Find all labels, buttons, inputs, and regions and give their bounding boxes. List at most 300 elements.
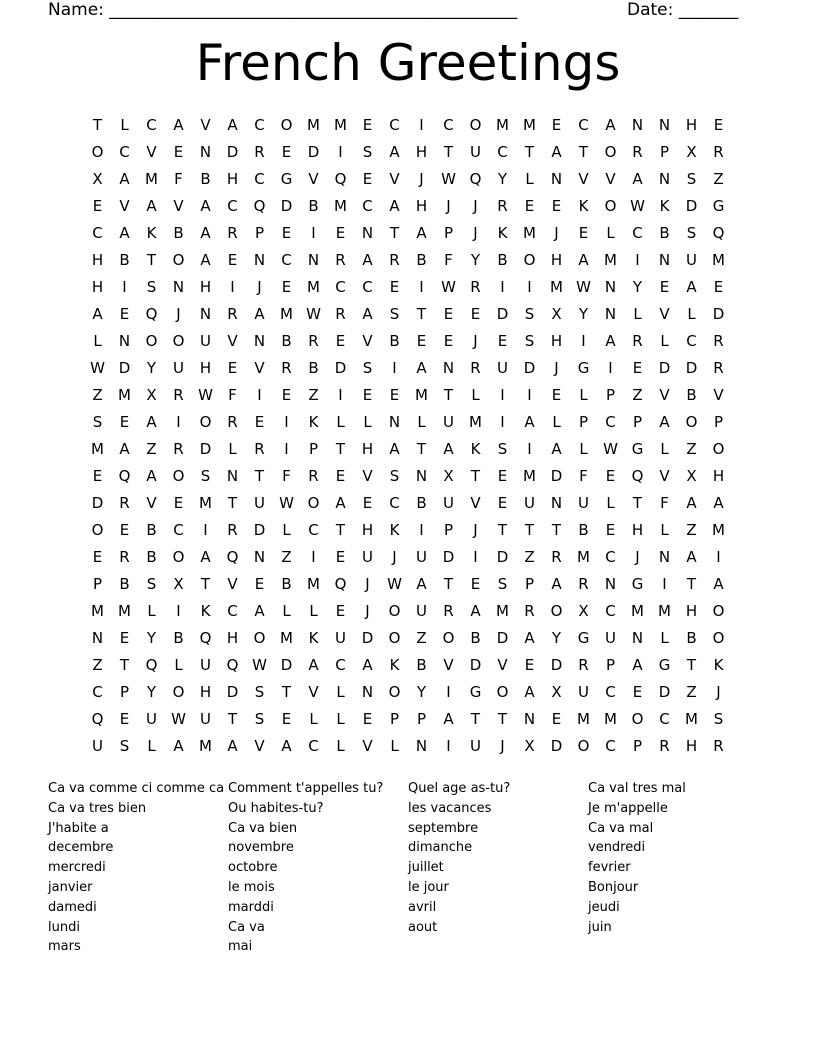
grid-letter: A (362, 656, 373, 674)
grid-letter: A (686, 494, 697, 512)
grid-letter: E (524, 197, 535, 215)
grid-letter: S (524, 305, 535, 323)
grid-letter: A (443, 440, 454, 458)
grid-letter: T (470, 710, 481, 728)
grid-letter: S (254, 710, 265, 728)
grid-letter: A (470, 602, 481, 620)
grid-letter: B (146, 548, 157, 566)
grid-letter: E (119, 710, 130, 728)
grid-letter: G (631, 575, 644, 593)
grid-letter: H (415, 143, 428, 161)
grid-letter: C (335, 656, 346, 674)
grid-letter: C (254, 116, 265, 134)
grid-letter: I (500, 278, 505, 296)
grid-letter: M (712, 521, 725, 539)
grid-letter: Q (226, 656, 239, 674)
grid-letter: X (686, 143, 697, 161)
word-bank-column (588, 779, 768, 957)
grid-letter: M (712, 251, 725, 269)
grid-row (84, 733, 732, 760)
grid-letter: E (92, 548, 103, 566)
grid-letter: W (576, 278, 591, 296)
grid-letter: X (173, 575, 184, 593)
grid-letter: U (416, 548, 427, 566)
grid-letter: S (389, 467, 400, 485)
grid-letter: E (335, 224, 346, 242)
grid-letter: D (496, 629, 509, 647)
word-bank-item: mars (48, 939, 81, 955)
grid-letter: E (335, 602, 346, 620)
grid-letter: N (604, 278, 617, 296)
grid-letter: J (365, 575, 370, 593)
grid-letter: D (550, 467, 563, 485)
grid-letter: A (335, 494, 346, 512)
grid-letter: V (578, 170, 589, 188)
grid-letter: V (227, 332, 238, 350)
grid-letter: L (525, 170, 534, 188)
grid-letter: T (227, 494, 238, 512)
grid-letter: O (172, 467, 185, 485)
grid-letter: M (280, 305, 293, 323)
grid-letter: R (254, 440, 265, 458)
grid-letter: N (388, 413, 401, 431)
grid-letter: O (280, 116, 293, 134)
grid-letter: E (173, 143, 184, 161)
grid-letter: R (578, 575, 589, 593)
grid-letter: L (282, 602, 291, 620)
grid-row (84, 463, 732, 490)
grid-letter: C (389, 494, 400, 512)
grid-row (84, 355, 732, 382)
grid-letter: B (416, 494, 427, 512)
grid-letter: P (605, 656, 616, 674)
grid-letter: O (577, 737, 590, 755)
grid-letter: V (470, 494, 481, 512)
grid-letter: L (363, 413, 372, 431)
grid-letter: H (91, 251, 104, 269)
grid-letter: L (417, 413, 426, 431)
grid-letter: R (578, 656, 589, 674)
grid-letter: F (444, 251, 453, 269)
grid-letter: E (119, 305, 130, 323)
grid-letter: C (362, 197, 373, 215)
grid-letter: T (119, 656, 130, 674)
grid-letter: C (119, 143, 130, 161)
grid-letter: F (579, 467, 588, 485)
grid-letter: X (524, 737, 535, 755)
grid-letter: N (658, 251, 671, 269)
grid-letter: D (550, 656, 563, 674)
grid-letter: T (632, 494, 643, 512)
grid-letter: V (308, 683, 319, 701)
grid-letter: B (281, 575, 292, 593)
grid-letter: R (173, 386, 184, 404)
grid-letter: N (91, 629, 104, 647)
grid-letter: S (254, 683, 265, 701)
grid-letter: I (122, 278, 127, 296)
grid-letter: J (419, 170, 424, 188)
grid-letter: I (230, 278, 235, 296)
grid-letter: A (92, 305, 103, 323)
grid-letter: N (253, 251, 266, 269)
name-field-label: Name: ________________________________________________ (48, 0, 518, 20)
grid-letter: A (416, 359, 427, 377)
grid-letter: I (662, 575, 667, 593)
grid-letter: R (713, 143, 724, 161)
grid-letter: O (712, 440, 725, 458)
grid-letter: M (604, 710, 617, 728)
grid-letter: E (335, 467, 346, 485)
grid-letter: R (308, 332, 319, 350)
grid-letter: I (446, 737, 451, 755)
grid-letter: D (550, 737, 563, 755)
grid-letter: D (361, 629, 374, 647)
grid-letter: U (686, 251, 697, 269)
grid-letter: A (443, 710, 454, 728)
grid-letter: Q (145, 656, 158, 674)
grid-letter: I (284, 440, 289, 458)
grid-row (84, 544, 732, 571)
grid-letter: R (713, 359, 724, 377)
grid-letter: S (686, 224, 697, 242)
grid-letter: Z (146, 440, 157, 458)
grid-letter: C (335, 278, 346, 296)
grid-letter: O (712, 629, 725, 647)
grid-letter: C (227, 197, 238, 215)
grid-letter: M (550, 278, 563, 296)
grid-letter: R (119, 548, 130, 566)
grid-letter: D (712, 305, 725, 323)
grid-letter: I (419, 278, 424, 296)
grid-letter: B (308, 359, 319, 377)
grid-letter: R (443, 602, 454, 620)
grid-letter: T (497, 710, 508, 728)
grid-letter: K (578, 197, 589, 215)
grid-letter: C (92, 224, 103, 242)
grid-letter: O (469, 116, 482, 134)
grid-letter: C (659, 710, 670, 728)
grid-letter: E (92, 197, 103, 215)
grid-letter: J (365, 602, 370, 620)
grid-letter: E (173, 494, 184, 512)
grid-letter: I (635, 251, 640, 269)
grid-letter: Y (551, 629, 562, 647)
grid-letter: V (119, 197, 130, 215)
grid-letter: V (146, 494, 157, 512)
grid-letter: M (145, 170, 158, 188)
grid-letter: U (470, 143, 481, 161)
grid-letter: A (524, 629, 535, 647)
grid-letter: M (685, 710, 698, 728)
grid-letter: E (362, 170, 373, 188)
grid-letter: H (685, 116, 698, 134)
grid-letter: C (605, 548, 616, 566)
grid-letter: C (578, 116, 589, 134)
grid-letter: Q (199, 629, 212, 647)
grid-letter: P (578, 413, 589, 431)
grid-letter: Q (145, 305, 158, 323)
grid-letter: F (660, 494, 669, 512)
grid-letter: R (389, 251, 400, 269)
grid-letter: H (631, 521, 644, 539)
grid-letter: Q (118, 467, 131, 485)
grid-letter: M (523, 467, 536, 485)
grid-letter: N (415, 737, 428, 755)
grid-letter: I (581, 332, 586, 350)
grid-letter: M (91, 440, 104, 458)
grid-letter: D (658, 683, 671, 701)
grid-letter: U (146, 710, 157, 728)
grid-letter: E (362, 116, 373, 134)
grid-letter: U (200, 710, 211, 728)
grid-letter: V (443, 656, 454, 674)
grid-letter: A (173, 116, 184, 134)
grid-letter: R (632, 143, 643, 161)
date-field-label: Date: _______ (627, 0, 739, 20)
grid-letter: B (146, 521, 157, 539)
grid-letter: G (280, 170, 293, 188)
grid-letter: U (416, 602, 427, 620)
grid-letter: D (658, 359, 671, 377)
grid-letter: J (554, 224, 559, 242)
grid-letter: L (579, 440, 588, 458)
word-bank-item: lundi (48, 919, 80, 935)
grid-letter: M (334, 116, 347, 134)
grid-row (84, 571, 732, 598)
grid-letter: W (387, 575, 402, 593)
grid-letter: E (227, 251, 238, 269)
grid-letter: I (527, 278, 532, 296)
grid-letter: V (227, 575, 238, 593)
grid-letter: E (281, 278, 292, 296)
grid-letter: U (92, 737, 103, 755)
grid-letter: O (685, 413, 698, 431)
grid-letter: M (307, 116, 320, 134)
grid-letter: V (713, 386, 724, 404)
grid-letter: M (469, 413, 482, 431)
grid-letter: K (470, 440, 481, 458)
grid-letter: C (605, 413, 616, 431)
grid-letter: N (604, 575, 617, 593)
grid-letter: Z (281, 548, 292, 566)
grid-letter: E (416, 332, 427, 350)
grid-letter: I (500, 386, 505, 404)
grid-letter: D (469, 656, 482, 674)
grid-letter: V (146, 143, 157, 161)
grid-letter: I (284, 413, 289, 431)
grid-letter: L (228, 440, 237, 458)
grid-letter: L (633, 305, 642, 323)
grid-letter: R (470, 359, 481, 377)
grid-letter: R (173, 440, 184, 458)
grid-letter: E (524, 656, 535, 674)
grid-letter: R (713, 332, 724, 350)
grid-letter: O (172, 683, 185, 701)
grid-letter: C (254, 170, 265, 188)
grid-letter: Z (632, 386, 643, 404)
grid-letter: L (660, 521, 669, 539)
grid-letter: P (389, 710, 400, 728)
grid-letter: Y (470, 251, 481, 269)
grid-letter: J (473, 197, 478, 215)
grid-row (84, 220, 732, 247)
grid-letter: A (659, 413, 670, 431)
grid-letter: A (551, 575, 562, 593)
grid-letter: C (605, 737, 616, 755)
grid-letter: T (416, 305, 427, 323)
grid-letter: E (497, 467, 508, 485)
grid-letter: D (226, 683, 239, 701)
grid-letter: M (307, 575, 320, 593)
grid-letter: N (442, 359, 455, 377)
grid-letter: P (632, 413, 643, 431)
grid-letter: U (335, 629, 346, 647)
grid-letter: N (550, 170, 563, 188)
grid-letter: M (523, 224, 536, 242)
grid-row (84, 301, 732, 328)
grid-letter: E (443, 332, 454, 350)
grid-letter: S (497, 440, 508, 458)
grid-letter: K (200, 602, 211, 620)
word-bank-item: Bonjour (588, 879, 639, 895)
grid-letter: H (226, 629, 239, 647)
grid-letter: U (578, 683, 589, 701)
grid-letter: X (578, 602, 589, 620)
grid-letter: D (334, 359, 347, 377)
word-bank-item: juin (588, 919, 612, 935)
word-bank-item: marddi (228, 899, 274, 915)
word-bank-item: Ou habites-tu? (228, 800, 324, 816)
grid-letter: J (554, 359, 559, 377)
grid-letter: U (497, 359, 508, 377)
grid-letter: O (307, 494, 320, 512)
word-bank-item: Comment t'appelles tu? (228, 781, 384, 796)
grid-letter: R (227, 305, 238, 323)
grid-letter: V (362, 332, 373, 350)
grid-letter: A (308, 656, 319, 674)
grid-letter: M (415, 386, 428, 404)
grid-letter: T (524, 143, 535, 161)
grid-letter: O (712, 602, 725, 620)
grid-letter: L (579, 386, 588, 404)
grid-letter: W (441, 170, 456, 188)
grid-letter: V (659, 467, 670, 485)
grid-letter: L (471, 386, 480, 404)
grid-letter: X (443, 467, 454, 485)
grid-letter: A (632, 170, 643, 188)
grid-letter: A (389, 197, 400, 215)
grid-letter: I (419, 116, 424, 134)
grid-letter: A (605, 116, 616, 134)
grid-letter: P (443, 224, 454, 242)
grid-letter: B (578, 521, 589, 539)
grid-letter: U (578, 494, 589, 512)
grid-letter: Z (686, 683, 697, 701)
grid-letter: S (200, 467, 211, 485)
grid-letter: O (388, 602, 401, 620)
grid-letter: P (416, 710, 427, 728)
grid-letter: C (605, 602, 616, 620)
grid-letter: D (442, 548, 455, 566)
grid-letter: A (686, 548, 697, 566)
grid-letter: P (659, 143, 670, 161)
grid-letter: F (174, 170, 183, 188)
grid-letter: A (686, 278, 697, 296)
grid-letter: R (335, 251, 346, 269)
grid-letter: T (551, 521, 562, 539)
grid-row (84, 517, 732, 544)
grid-row (84, 625, 732, 652)
grid-letter: U (362, 548, 373, 566)
grid-letter: A (119, 224, 130, 242)
grid-letter: N (118, 332, 131, 350)
grid-letter: O (145, 332, 158, 350)
grid-letter: H (199, 359, 212, 377)
grid-letter: T (389, 224, 400, 242)
grid-letter: J (392, 548, 397, 566)
word-bank-item: le jour (408, 879, 449, 895)
grid-letter: A (119, 170, 130, 188)
grid-letter: I (419, 521, 424, 539)
grid-letter: A (551, 143, 562, 161)
grid-letter: S (92, 413, 103, 431)
word-bank-column (48, 779, 228, 957)
grid-letter: E (497, 332, 508, 350)
grid-letter: D (253, 521, 266, 539)
grid-letter: I (500, 413, 505, 431)
grid-letter: A (200, 548, 211, 566)
grid-row (84, 166, 732, 193)
grid-letter: E (335, 548, 346, 566)
grid-letter: R (497, 197, 508, 215)
grid-letter: I (716, 548, 721, 566)
grid-letter: E (551, 116, 562, 134)
grid-row (84, 112, 732, 139)
grid-letter: O (523, 251, 536, 269)
grid-letter: C (146, 116, 157, 134)
grid-letter: V (605, 170, 616, 188)
grid-letter: G (469, 683, 482, 701)
grid-letter: M (91, 602, 104, 620)
grid-letter: E (389, 386, 400, 404)
grid-letter: X (551, 305, 562, 323)
grid-letter: M (496, 116, 509, 134)
grid-letter: O (388, 683, 401, 701)
grid-letter: E (551, 386, 562, 404)
grid-letter: B (200, 170, 211, 188)
grid-letter: Y (578, 305, 589, 323)
word-bank-item: juillet (408, 860, 444, 876)
grid-letter: A (416, 224, 427, 242)
grid-letter: Z (92, 656, 103, 674)
grid-letter: M (631, 602, 644, 620)
grid-letter: W (630, 197, 645, 215)
grid-letter: B (173, 629, 184, 647)
grid-letter: T (146, 251, 157, 269)
grid-letter: L (147, 602, 156, 620)
grid-letter: E (389, 278, 400, 296)
grid-letter: E (335, 332, 346, 350)
grid-letter: S (713, 710, 724, 728)
grid-letter: U (605, 629, 616, 647)
grid-letter: Q (334, 575, 347, 593)
grid-letter: A (713, 575, 724, 593)
grid-letter: E (605, 521, 616, 539)
grid-letter: B (416, 656, 427, 674)
grid-letter: D (685, 359, 698, 377)
grid-letter: C (497, 143, 508, 161)
grid-letter: T (443, 386, 454, 404)
